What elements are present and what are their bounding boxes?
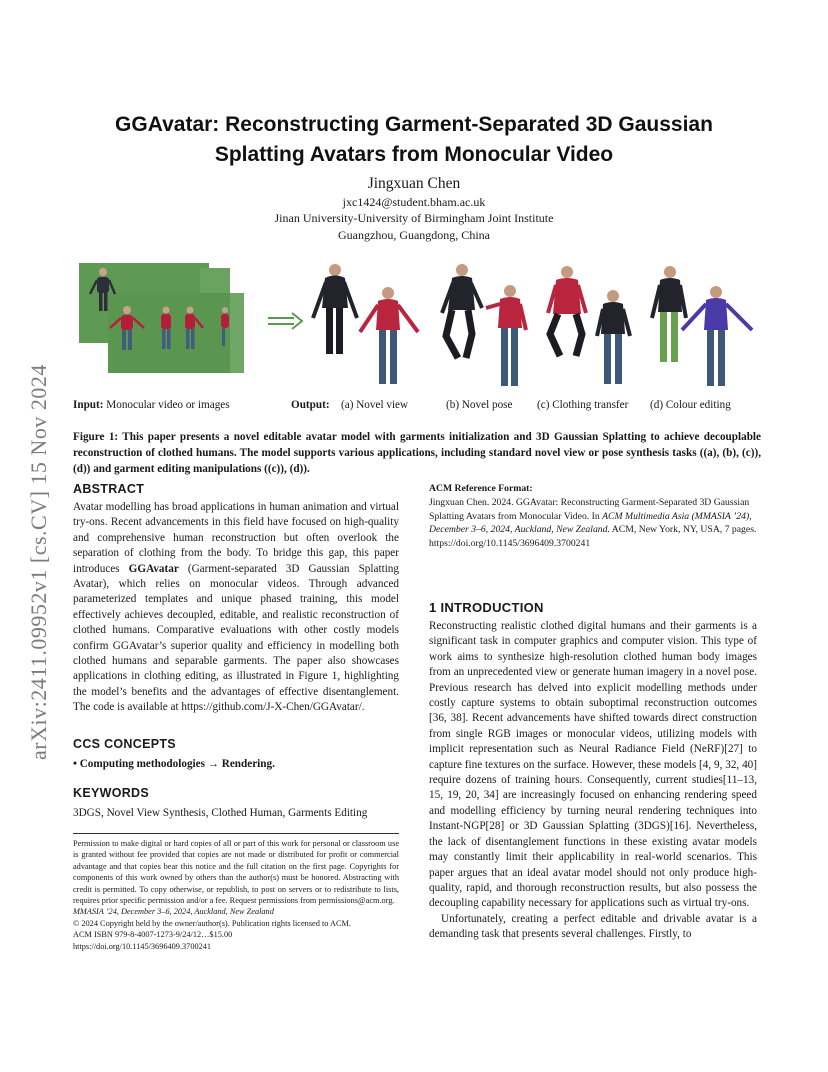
abstract-heading: ABSTRACT	[73, 482, 145, 496]
output-novel-view	[313, 264, 418, 384]
introduction-heading: 1 INTRODUCTION	[429, 600, 544, 615]
keywords-heading: KEYWORDS	[73, 786, 150, 800]
ccs-heading: CCS CONCEPTS	[73, 737, 176, 751]
acm-ref-text: Jingxuan Chen. 2024. GGAvatar: Reconstructing Garment-Separated 3D Gaussian Splatting Avatars from Monocular Video. In ACM Multimedia Asia (MMASIA ’24), December 3–6, 2024, Auckland, New Zealand. ACM, New York, NY, USA, 7 pages. https://doi.org/10.1145/3696409.3700241	[429, 497, 757, 549]
introduction-paragraph-2: Unfortunately, creating a perfect editable and drivable avatar is a demanding task that presents several challenges. Firstly, to	[429, 912, 757, 941]
ccs-text: • Computing methodologies → Rendering.	[73, 758, 275, 770]
abstract-text: Avatar modelling has broad applications in human animation and virtual try-ons. Recent advancements in this field have focused on high-quality and comprehensive human reconstruction but often overlook the separation of clothing from the body. To bridge this gap, this paper introduces GGAvatar (Garment-separated 3D Gaussian Splatting Avatar), which relies on monocular videos. Through advanced parameterized templates and unique phased training, this model effectively achieves decoupled, editable, and realistic reconstruction of clothed humans. Comparative evaluations with other costly models confirm GGAvatar’s superior quality and efficiency in modelling both clothed humans and separable garments. The paper also showcases applications in clothing editing, as illustrated in Figure 1, highlighting the model’s benefits and the advantages of effective disentanglement. The code is available at https://github.com/J-X-Chen/GGAvatar/.	[73, 501, 399, 714]
author-location: Guangzhou, Guangdong, China	[338, 228, 490, 242]
introduction-paragraph-1: Reconstructing realistic clothed digital humans and their garments is a significant task in computer graphics and computer vision. This type of work aims to synthesize high-resolution clothed human body images from an unprecedented view or generate human imagery in a novel pose. Previous research has delved into explicit modelling methods under costly capture systems to obtain suboptimal reconstruction outcomes [36, 38]. Recent advancements have shifted towards direct construction from single RGB images or monocular videos, utilizing models with implicit representation such as Neural Radiance Field (NeRF)[27] to capture fine textures on the surface. However, these models [4, 9, 32, 40] require dozens of training hours. Consequently, current studies[11–13, 15, 19, 20, 34] are increasingly focused on enhancing rendering speed and modelling efficiency by turning neural rendering techniques into Instant-NGP[28] or 3D Gaussian Splatting (3DGS)[16]. Nevertheless, the lack of disentanglement functions in these existing avatar models may constantly limit their applicability in real-world scenarios. This paper argues that an ideal avatar model should not only produce high-quality, rapid, and thorough reconstruction results, but also possess the decoupling capability necessary for applications such as virtual try-ons.	[429, 620, 757, 910]
figure-label-a: (a) Novel view	[341, 399, 409, 411]
arrow-icon	[268, 313, 302, 329]
introduction-text	[429, 619, 757, 943]
figure-label-b: (b) Novel pose	[446, 399, 513, 411]
permission-isbn: ACM ISBN 979-8-4007-1273-9/24/12…$15.00	[73, 930, 233, 940]
keywords-text: 3DGS, Novel View Synthesis, Clothed Human, Garments Editing	[73, 807, 368, 819]
output-colour-editing	[652, 266, 752, 386]
paper-title	[60, 110, 768, 170]
title-line-2: Splatting Avatars from Monocular Video	[214, 143, 614, 166]
permission-notice	[73, 838, 399, 952]
permission-venue: MMASIA ’24, December 3–6, 2024, Auckland, New Zealand	[73, 907, 274, 917]
figure-1-illustration	[70, 258, 770, 398]
permission-copyright: © 2024 Copyright held by the owner/author(s). Publication rights licensed to ACM.	[73, 918, 351, 928]
input-video-frames	[79, 263, 244, 373]
permission-doi[interactable]: https://doi.org/10.1145/3696409.3700241	[73, 941, 212, 951]
arxiv-stamp: arXiv:2411.09952v1 [cs.CV] 15 Nov 2024	[26, 364, 51, 760]
author-name: Jingxuan Chen	[367, 175, 461, 192]
author-institute: Jinan University-University of Birmingham Joint Institute	[274, 211, 554, 225]
title-line-1: GGAvatar: Reconstructing Garment-Separated 3D Gaussian	[115, 113, 713, 136]
figure-caption: Figure 1: This paper presents a novel editable avatar model with garments initialization and 3D Gaussian Splatting to achieve decouplable reconstruction of clothed humans. The model supports various applications, including standard novel view or pose synthesis tasks ((a), (b), (c)), (d)) and garment editing manipulations ((c)), (d)).	[73, 431, 761, 475]
figure-1	[70, 258, 770, 398]
output-novel-pose	[442, 264, 526, 386]
footnote-divider	[73, 833, 399, 834]
figure-label-d: (d) Colour editing	[650, 399, 731, 411]
acm-ref-heading: ACM Reference Format:	[429, 483, 533, 494]
output-clothing-transfer	[548, 266, 630, 384]
figure-label-c: (c) Clothing transfer	[537, 399, 629, 411]
figure-output-label: Output:	[291, 399, 330, 411]
permission-text: Permission to make digital or hard copies of all or part of this work for personal or classroom use is granted without fee provided that copies are not made or distributed for profit or commercial advantage and that copies bear this notice and the full citation on the first page. Copyrights for components of this work owned by others than the author(s) must be honored. Abstracting with credit is permitted. To copy otherwise, or republish, to post on servers or to redistribute to lists, requires prior specific permission and/or a fee. Request permissions from permissions@acm.org.	[73, 839, 399, 906]
figure-input-label: Input: Monocular video or images	[73, 399, 230, 411]
author-email[interactable]: jxc1424@student.bham.ac.uk	[342, 195, 486, 209]
